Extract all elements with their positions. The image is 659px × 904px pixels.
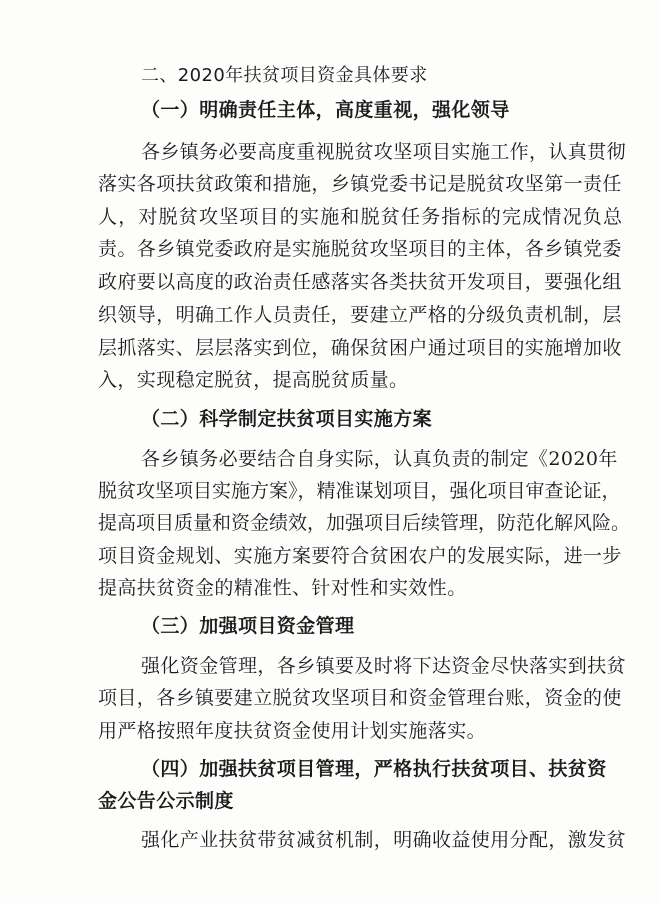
subsection-1-line-2: 落实各项扶贫政策和措施，乡镇党委书记是脱贫攻坚第一责任 [98,173,622,195]
subsection-1-line-3: 人，对脱贫攻坚项目的实施和脱贫任务指标的完成情况负总 [98,206,624,228]
subsection-3-line-2: 项目，各乡镇要建立脱贫攻坚项目和资金管理台账，资金的使 [98,687,622,709]
subsection-1-heading: （一）明确责任主体，高度重视，强化领导 [141,99,510,121]
subsection-3-heading: （三）加强项目资金管理 [141,615,355,637]
subsection-1-line-1: 各乡镇务必要高度重视脱贫攻坚项目实施工作，认真贯彻 [141,141,627,163]
subsection-2-line-5: 提高扶贫资金的精准性、针对性和实效性。 [98,577,467,599]
subsection-4-heading-line-1: （四）加强扶贫项目管理，严格执行扶贫项目、扶贫资 [141,758,607,780]
subsection-1-line-6: 织领导，明确工作人员责任，要建立严格的分级负责机制，层 [98,304,622,326]
subsection-2-heading: （二）科学制定扶贫项目实施方案 [141,408,433,430]
subsection-1-line-7: 层抓落实、层层落实到位，确保贫困户通过项目的实施增加收 [98,337,622,359]
subsection-3-line-1: 强化资金管理，各乡镇要及时将下达资金尽快落实到扶贫 [141,655,627,677]
subsection-4-heading-line-2: 金公告公示制度 [98,790,234,812]
subsection-1-line-8: 入，实现稳定脱贫，提高脱贫质量。 [98,369,409,391]
subsection-1-line-5: 政府要以高度的政治责任感落实各类扶贫开发项目，要强化组 [98,271,622,293]
subsection-2-line-4: 项目资金规划、实施方案要符合贫困农户的发展实际，进一步 [98,545,622,567]
subsection-3-line-3: 用严格按照年度扶贫资金使用计划实施落实。 [98,720,487,742]
section-title: 二、2020年扶贫项目资金具体要求 [141,65,428,86]
subsection-1-line-4: 责。各乡镇党委政府是实施脱贫攻坚项目的主体，各乡镇党委 [98,238,622,260]
subsection-4-line-1: 强化产业扶贫带贫减贫机制，明确收益使用分配，激发贫 [141,829,627,851]
subsection-2-line-1: 各乡镇务必要结合自身实际，认真负责的制定《2020年 [141,448,618,470]
subsection-2-line-2: 脱贫攻坚项目实施方案》，精准谋划项目，强化项目审查论证， [98,480,621,502]
subsection-2-line-3: 提高项目质量和资金绩效，加强项目后续管理，防范化解风险。 [98,512,631,534]
